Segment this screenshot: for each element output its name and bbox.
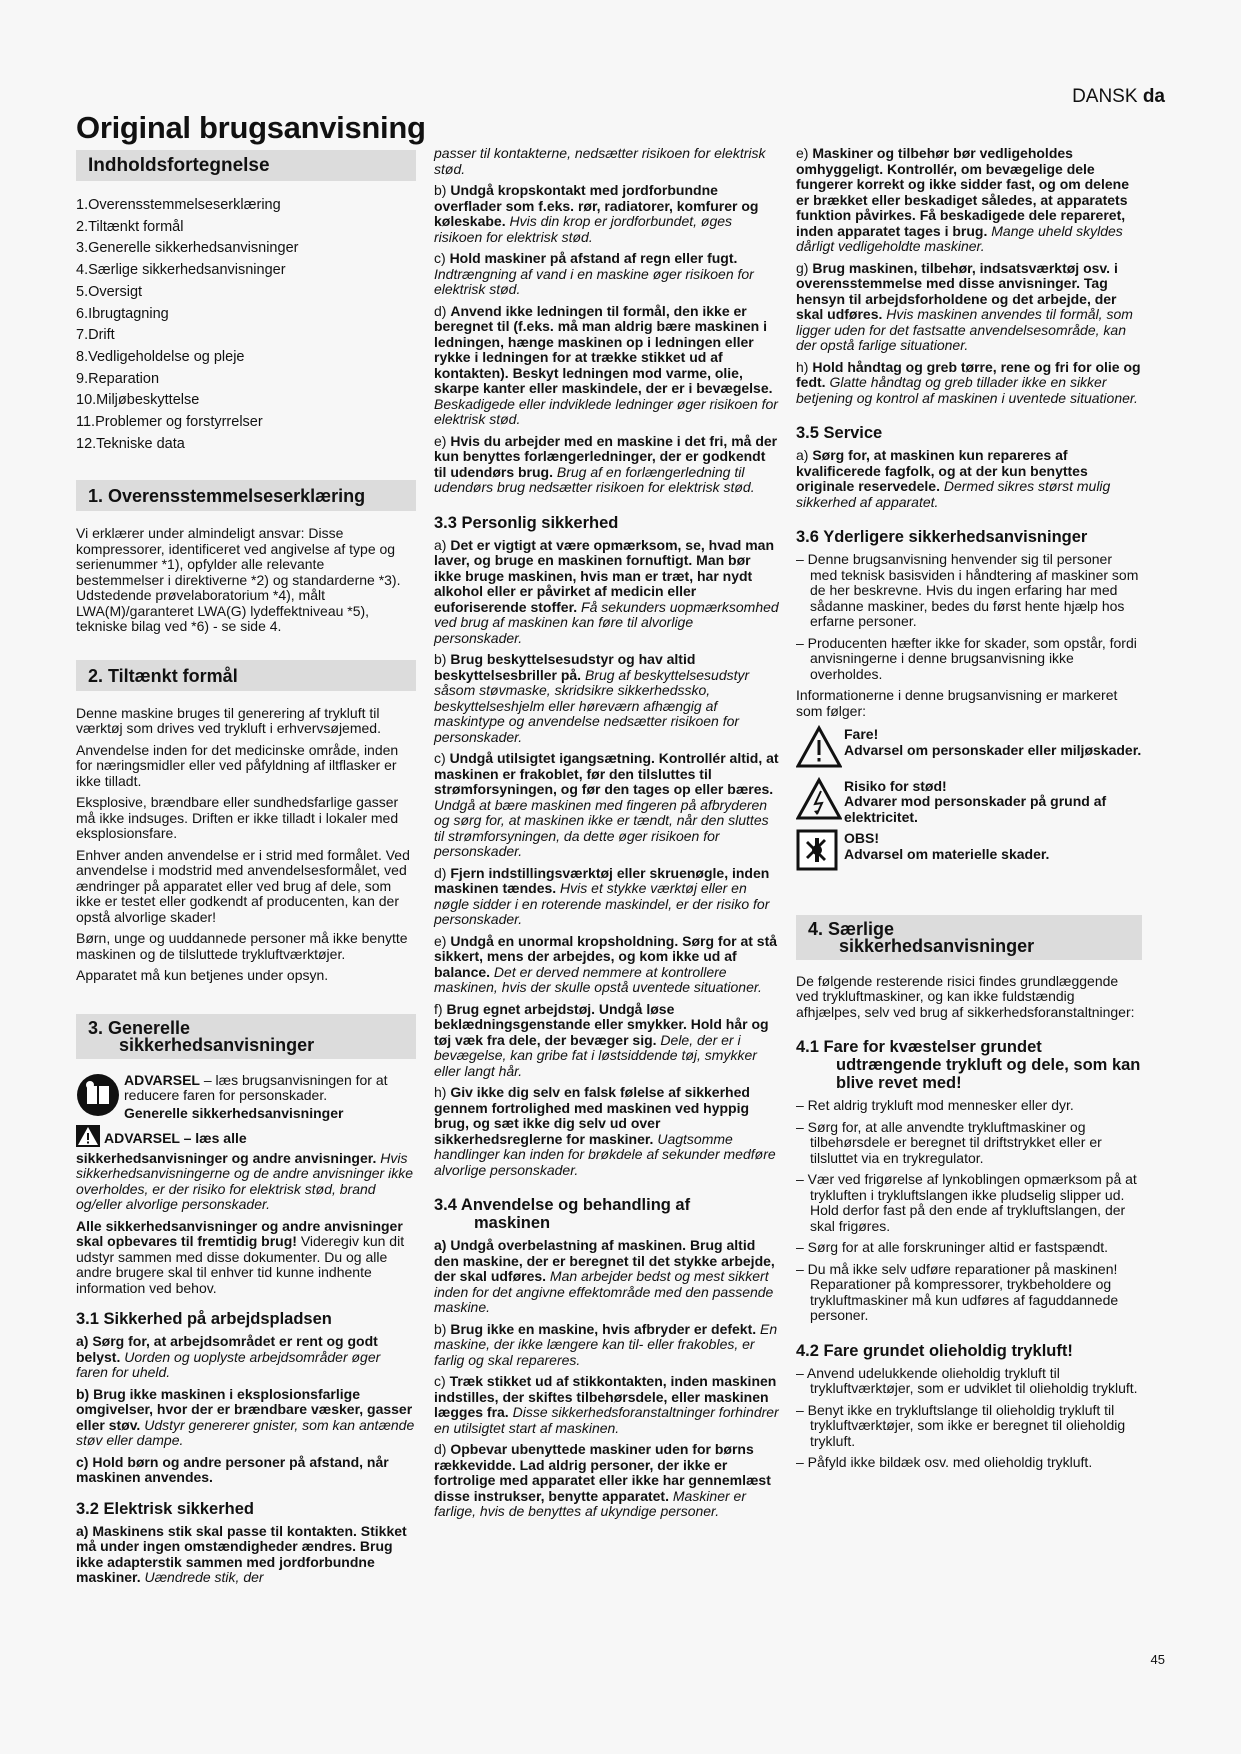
list-item: – Producenten hæfter ikke for skader, som opstår, fordi anvisningerne i denne brugsanvisning ikke overholdes. — [796, 634, 1137, 682]
section-1-text: Vi erklærer under almindeligt ansvar: Disse kompressorer, identificeret ved angivelse af type og serienummer *1), opfylder alle relevante bestemmelser i direktiverne *2) og standarderne *3). Udstedende prøvelaboratorium *4), målt LWA(M)/garanteret LWA(G) lydeffektniveau *5), tekniske bilag ved *6) - se side 4. — [76, 525, 401, 635]
paragraph — [76, 1387, 416, 1449]
paragraph: c) Træk stikket ud af stikkontakten, inden maskinen indstilles, der skiftes tilbehørsdele, eller maskinen lægges fra. Disse sikkerhedsforanstaltninger forhindrer en utilsigtet start af maskinen. — [434, 1373, 779, 1436]
section-3-5-heading: 3.5 Service — [796, 424, 883, 442]
paragraph: c) Hold maskiner på afstand af regn eller fugt. Indtrængning af vand i en maskine øger risikoen for elektrisk stød. — [434, 250, 754, 297]
bold-text: Træk stikket ud af stikkontakten, inden maskinen indstilles, der skiftes tilbehørsdele, eller maskinen lægges fra. — [434, 1373, 777, 1420]
paragraph: b) Undgå kropskontakt med jordforbundne overflader som f.eks. rør, radiatorer, komfurer og køleskabe. Hvis din krop er jordforbundet, øges risikoen for elektrisk stød. — [434, 182, 759, 245]
bold-text: Maskiner og tilbehør bør vedligeholdes omhyggeligt. Kontrollér, om bevægelige dele fungerer korrekt og ikke sidder fast, og om delene er brækket eller beskadiget således, at apparatets funktion påvirkes. Få beskadigede dele repareret, inden apparatet tages i brug. — [796, 145, 1129, 239]
list-item: – Ret aldrig trykluft mod mennesker eller dyr. — [796, 1097, 1074, 1113]
section-4-1-heading — [796, 1038, 1142, 1092]
symbol-title: OBS! — [844, 830, 879, 846]
paragraph: b) Brug beskyttelsesudstyr og hav altid beskyttelsesbriller på. Brug af beskyttelsesudstyr såsom støvmaske, skridsikre sikkerhedssko, beskyttelseshjelm eller høreværn afhængig af maskintype og anvendelse nedsætter risikoen for personskader. — [434, 651, 750, 745]
italic-text: Man arbejder bedst og mest sikkert inden for det angivne effektområde med den passende maskine. — [434, 1268, 774, 1315]
paragraph: e) Undgå en unormal kropsholdning. Sørg for at stå sikkert, mens der arbejdes, og kom ikke ud af balance. Det er derved nemmere at kontrollere maskinen, hvis der skulle opstå uventede situationer. — [434, 932, 778, 995]
paragraph: h) Hold håndtag og greb tørre, rene og fri for olie og fedt. Glatte håndtag og greb tillader ikke en sikker betjening og kontrol af maskinen i uventede situationer. — [796, 358, 1141, 406]
page-number: 45 — [1150, 1652, 1165, 1667]
paragraph: Eksplosive, brændbare eller sundhedsfarlige gasser må ikke indsuges. Driften er ikke tilladt i lokaler med eksplosionsfare. — [76, 794, 399, 842]
italic-text: Udstyr genererer gnister, som kan antænde støv eller dampe. — [76, 1416, 415, 1449]
italic-text: Få sekunders uopmærksomhed ved brug af maskinen kan føre til alvorlige personskader. — [434, 598, 779, 646]
section-3-6-heading: 3.6 Yderligere sikkerhedsanvisninger — [796, 528, 1088, 546]
paragraph — [76, 1455, 416, 1486]
bold-text: Hold håndtag og greb tørre, rene og fri for olie og fedt. — [796, 358, 1141, 390]
italic-text: Maskiner er farlige, hvis de benyttes af ukyndige personer. — [434, 1487, 747, 1519]
list-item: – Benyt ikke en trykluftslange til olieholdig trykluft til trykluftværktøjer, som ikke er beregnet til olieholdig trykluft. — [796, 1401, 1126, 1449]
bold-text: Brug ikke en maskine, hvis afbryder er defekt. — [450, 1320, 757, 1337]
paragraph: De følgende resterende risici findes grundlæggende ved trykluftmaskiner, og kan ikke fuldstændig afhjælpes, selv ved brug af sikkerhedsforanstaltninger: — [796, 972, 1135, 1020]
section-3-1-heading: 3.1 Sikkerhed på arbejdspladsen — [76, 1310, 332, 1329]
paragraph: d) Anvend ikke ledningen til formål, den ikke er beregnet til (f.eks. må man aldrig bære maskinen i ledningen, hænge maskinen op i ledningen eller rykke i ledningen for at trække stikket ud af kontakten). Beskyt ledningen mod varme, olie, skarpe kanter eller maskindele, der er i bevægelse. Beskadigede eller indviklede ledninger øger risikoen for elektrisk stød. — [434, 302, 778, 427]
paragraph: h) Giv ikke dig selv en falsk følelse af sikkerhed gennem fortrolighed med maskinen ved hyppig brug, og sæt ikke dig selv ud over sikkerhedsreglerne for maskiner. Uagtsomme handlinger kan inden for brøkdele af sekunder medføre alvorlige personskader. — [434, 1084, 776, 1178]
symbol-title: Risiko for stød! — [844, 777, 947, 794]
paragraph — [76, 1334, 416, 1381]
bold-text: Opbevar ubenyttede maskiner uden for børns rækkevidde. Lad aldrig personer, der ikke er fortrolige med apparatet eller ikke har gennemlæst disse instrukser, benytte apparatet. — [434, 1441, 771, 1504]
list-item: – Sørg for, at alle anvendte trykluftmaskiner og tilbehørsdele er beregnet til driftstrykket eller er tilsluttet via en trykregulator. — [796, 1118, 1102, 1166]
paragraph: c) Undgå utilsigtet igangsætning. Kontrollér altid, at maskinen er frakoblet, før den tilsluttes til strømforsyningen, og før den tages op eller bæres. Undgå at bære maskinen med fingeren på afbryderen og sørg for, at maskinen ikke er tændt, når den sluttes til strømforsyningen, da dette øger risikoen for personskader. — [434, 750, 779, 859]
bold-text: a) Sørg for, at arbejdsområdet er rent og godt belyst. — [76, 1333, 378, 1365]
paragraph: a) Sørg for, at maskinen kun repareres af kvalificerede fagfolk, og at der kun benyttes originale reservedele. Dermed sikres størst mulig sikkerhed af apparatet. — [796, 447, 1111, 510]
italic-text: Brug af en forlængerledning til udendørs brug nedsætter risikoen for elektrisk stød. — [434, 463, 755, 495]
symbol-danger — [796, 725, 1142, 773]
read-manual-warning — [76, 1073, 416, 1122]
paragraph: a) Det er vigtigt at være opmærksom, se, hvad man laver, og bruge en maskinen fornuftigt. Man bør ikke bruge maskinen, hvis man er træt, har nydt alkohol eller er påvirket af medicin eller euforiserende stoffer. Få sekunders uopmærksomhed ved brug af maskinen kan føre til alvorlige personskader. — [434, 536, 779, 646]
section-3-2-heading: 3.2 Elektrisk sikkerhed — [76, 1499, 254, 1518]
bold-text: Anvend ikke ledningen til formål, den ikke er beregnet til (f.eks. må man aldrig bære maskinen i ledningen, hænge maskinen op i ledningen eller rykke i ledningen for at trække stikket ud af kontakten). Beskyt ledningen mod varme, olie, skarpe kanter eller maskindele, der er i bevægelse. — [434, 302, 773, 396]
table-of-contents — [76, 195, 416, 455]
toc-item: 2.Tiltænkt formål — [76, 218, 184, 235]
bold-text: a) Undgå overbelastning af maskinen. Brug altid den maskine, der er beregnet til det stykke arbejde, der skal udføres. — [434, 1237, 775, 1284]
bold-text: Hvis du arbejder med en maskine i det fri, må der kun benyttes forlængerledninger, der er godkendt til udendørs brug. — [434, 432, 778, 480]
bold-text: Undgå utilsigtet igangsætning. Kontrollér altid, at maskinen er frakoblet, før den tilsluttes til strømforsyningen, og før den tages op eller bæres. — [434, 750, 779, 797]
symbol-shock — [796, 777, 1142, 826]
toc-item: 5.Oversigt — [76, 283, 143, 300]
paragraph — [434, 146, 780, 177]
section-3-4-heading — [434, 1196, 780, 1232]
toc-item: 12.Tekniske data — [76, 435, 185, 452]
italic-text: Undgå at bære maskinen med fingeren på afbryderen og sørg for, at maskinen ikke er tændt, når den sluttes til strømforsyningen, da dette øger risikoen for personskader. — [434, 796, 769, 859]
toc-item: 7.Drift — [76, 327, 115, 344]
paragraph: g) Brug maskinen, tilbehør, indsatsværktøj osv. i overensstemmelse med disse anvisninger. Tag hensyn til arbejdsforholdene og det arbejde, der skal udføres. Hvis maskinen anvendes til formål, som ligger uden for det fastsatte anvendelsesområde, kan der opstå farlige situationer. — [796, 259, 1133, 353]
section-3-3-heading: 3.3 Personlig sikkerhed — [434, 513, 619, 532]
warning-text: Hvis sikkerhedsanvisningerne og de andre anvisninger ikke overholdes, er der risiko for elektrisk stød, brand og/eller alvorlige personskader. — [76, 1149, 413, 1213]
bold-text: c) Hold børn og andre personer på afstand, når maskinen anvendes. — [76, 1453, 389, 1486]
italic-text: passer til kontakterne, nedsætter risikoen for elektrisk stød. — [434, 145, 766, 177]
heading-line: udtrængende trykluft og dele, som kan blive revet med! — [836, 1056, 1141, 1092]
paragraph: d) Opbevar ubenyttede maskiner uden for børns rækkevidde. Lad aldrig personer, der ikke er fortrolige med apparatet eller ikke har gennemlæst disse instrukser, benytte apparatet. Maskiner er farlige, hvis de benyttes af ukyndige personer. — [434, 1441, 771, 1519]
section-2-heading: 2. Tiltænkt formål — [76, 660, 416, 691]
section-4-heading — [796, 915, 1142, 960]
toc-item: 6.Ibrugtagning — [76, 305, 169, 322]
paragraph: d) Fjern indstillingsværktøj eller skruenøgle, inden maskinen tændes. Hvis et stykke værktøj eller en nøgle sidder i en roterende maskindel, er der risiko for personskader. — [434, 864, 770, 927]
symbol-title: Fare! — [844, 726, 879, 742]
warning-label: ADVARSEL — [124, 1071, 200, 1088]
heading-line: 4. Særlige — [808, 918, 895, 939]
list-item: – Vær ved frigørelse af lynkoblingen opmærksom på at trykluften i trykluftslangen ikke pludselig slipper ud. Hold derfor fast på den ende af trykluftslangen, der skal frigøres. — [796, 1171, 1137, 1234]
toc-heading: Indholdsfortegnelse — [76, 150, 416, 181]
warning-triangle-icon — [76, 1125, 100, 1151]
warning-label: ADVARSEL – læs alle — [104, 1130, 247, 1147]
paragraph: Denne maskine bruges til generering af trykluft til værktøj som drives ved trykluft i erhvervsøjemed. — [76, 704, 381, 737]
warning-label: sikkerhedsanvisninger og andre anvisninger. — [76, 1149, 377, 1166]
column-1 — [76, 146, 416, 1592]
read-manual-icon — [76, 1073, 124, 1121]
heading-line: 4.1 Fare for kvæstelser grundet — [796, 1038, 1042, 1056]
symbol-text: Advarsel om materielle skader. — [844, 845, 1050, 862]
bold-text: Undgå en unormal kropsholdning. Sørg for at stå sikkert, mens der arbejdes, og kom ikke ud af balance. — [434, 932, 778, 980]
bold-text: Giv ikke dig selv en falsk følelse af sikkerhed gennem fortrolighed med maskinen ved hyppig brug, og sæt ikke dig selv ud over sikkerhedsreglerne for maskiner. — [434, 1084, 750, 1147]
paragraph: Apparatet må kun betjenes under opsyn. — [76, 967, 329, 984]
paragraph: e) Maskiner og tilbehør bør vedligeholdes omhyggeligt. Kontrollér, om bevægelige dele fungerer korrekt og ikke sidder fast, og om delene er brækket eller beskadiget således, at apparatets funktion påvirkes. Få beskadigede dele repareret, inden apparatet tages i brug. Mange uheld skyldes dårligt vedligeholdte maskiner. — [796, 145, 1129, 254]
italic-text: Dele, der er i bevægelse, kan gribe fat i løstsiddende tøj, smykker eller langt hår. — [434, 1031, 757, 1079]
paragraph — [76, 1524, 416, 1586]
paragraph: Informationerne i denne brugsanvisning er markeret som følger: — [796, 687, 1118, 719]
heading-line: 3. Generelle — [88, 1017, 191, 1038]
toc-item: 11.Problemer og forstyrrelser — [76, 414, 263, 431]
italic-text: Uorden og uoplyste arbejdsområder øger faren for uheld. — [76, 1348, 381, 1381]
italic-text: Dermed sikres størst mulig sikkerhed af apparatet. — [796, 478, 1111, 510]
bold-text: Undgå kropskontakt med jordforbundne overflader som f.eks. rør, radiatorer, komfurer og køleskabe. — [434, 182, 759, 229]
bold-text: a) Maskinens stik skal passe til kontakten. Stikket må under ingen omstændigheder ændres. Brug ikke adapterstik sammen med jordforbundne maskiner. — [76, 1522, 407, 1586]
language-label: DANSK da — [1072, 86, 1165, 107]
bold-text: Det er vigtigt at være opmærksom, se, hvad man laver, og bruge en maskinen fornuftigt. Man bør ikke bruge maskinen, hvis man er træt, har nydt alkohol eller er påvirket af medicin eller euforiserende stoffer. — [434, 536, 774, 615]
italic-text: Glatte håndtag og greb tillader ikke en sikker betjening og kontrol af maskinen i uventede situationer. — [796, 374, 1138, 406]
italic-text: Indtrængning af vand i en maskine øger risikoen for elektrisk stød. — [434, 265, 754, 297]
list-item: – Påfyld ikke bildæk osv. med olieholdig trykluft. — [796, 1454, 1093, 1470]
paragraph — [434, 1238, 780, 1316]
paragraph: Anvendelse inden for det medicinske område, inden for næringsmidler eller ved påfyldning af iltflasker er ikke tilladt. — [76, 741, 399, 789]
material-damage-icon — [796, 829, 844, 875]
italic-text: Disse sikkerhedsforanstaltninger forhindrer en utilsigtet start af maskinen. — [434, 1404, 779, 1436]
italic-text: Uændrede stik, der — [140, 1569, 264, 1586]
symbol-text: Advarer mod personskader på grund af elektricitet. — [844, 793, 1107, 825]
electric-shock-icon — [796, 777, 844, 825]
section-3-heading — [76, 1014, 416, 1059]
list-item: – Anvend udelukkende olieholdig trykluft til trykluftværktøjer, som er udviklet til olieholdig trykluft. — [796, 1364, 1138, 1396]
list-item: – Sørg for at alle forskruninger altid er fastspændt. — [796, 1239, 1109, 1255]
general-safety-heading: Generelle sikkerhedsanvisninger — [124, 1104, 344, 1121]
toc-item: 8.Vedligeholdelse og pleje — [76, 348, 245, 365]
heading-line: maskinen — [474, 1214, 551, 1232]
italic-text: Hvis et stykke værktøj eller en nøgle sidder i en roterende maskindel, er der risiko for personskader. — [434, 880, 770, 927]
italic-text: Hvis din krop er jordforbundet, øges risikoen for elektrisk stød. — [434, 213, 733, 245]
italic-text: Beskadigede eller indviklede ledninger øger risikoen for elektrisk stød. — [434, 395, 778, 427]
italic-text: Mange uheld skyldes dårligt vedligeholdte maskiner. — [796, 222, 1123, 254]
bold-text: Alle sikkerhedsanvisninger og andre anvisninger skal opbevares til fremtidig brug! — [76, 1217, 403, 1250]
heading-line: 3.4 Anvendelse og behandling af — [434, 1196, 691, 1214]
bold-text: Brug beskyttelsesudstyr og hav altid beskyttelsesbriller på. — [434, 651, 696, 683]
bold-text: Brug egnet arbejdstøj. Undgå løse beklædningsgenstande eller smykker. Hold hår og tøj væk fra dele, der bevæger sig. — [434, 1000, 769, 1048]
bold-text: Sørg for, at maskinen kun repareres af kvalificerede fagfolk, og at der kun benyttes originale reservedele. — [796, 447, 1088, 494]
symbol-material — [796, 829, 1142, 875]
list-item: – Du må ikke selv udføre reparationer på maskinen! Reparationer på kompressorer, trykbeholdere og trykluftmaskiner må kun udføres af faguddannede personer. — [796, 1260, 1119, 1323]
toc-item: 3.Generelle sikkerhedsanvisninger — [76, 240, 299, 257]
section-1-heading: 1. Overensstemmelseserklæring — [76, 480, 416, 511]
paragraph: b) Brug ikke en maskine, hvis afbryder er defekt. En maskine, der ikke længere kan til- eller frakobles, er farlig og skal repareres. — [434, 1320, 778, 1368]
heading-line: sikkerhedsanvisninger — [119, 1034, 315, 1055]
column-2 — [434, 146, 780, 1526]
text: Videregiv kun dit udstyr sammen med disse dokumenter. Du og alle andre brugere skal til enhver tid kunne indhente information ved behov. — [76, 1233, 405, 1296]
toc-item: 1.Overensstemmelseserklæring — [76, 197, 281, 213]
paragraph — [76, 1219, 416, 1297]
bold-text: Hold maskiner på afstand af regn eller fugt. — [449, 250, 738, 266]
heading-line: sikkerhedsanvisninger — [839, 935, 1035, 956]
general-warning — [76, 1125, 416, 1213]
italic-text: Brug af beskyttelsesudstyr såsom støvmaske, skridsikre sikkerhedssko, beskyttelseshjelm eller høreværn afhængig af maskintype og anvendelse nedsætter risikoen for personskader. — [434, 666, 750, 745]
page-title: Original brugsanvisning — [76, 110, 426, 145]
danger-triangle-icon — [796, 725, 844, 773]
warning-text: – læs brugsanvisningen for at reducere faren for personskader. — [124, 1071, 388, 1104]
paragraph: Enhver anden anvendelse er i strid med formålet. Ved anvendelse i modstrid med anvendelsesformålet, ved ændringer på apparatet eller ved brug af dele, som ikke er testet eller godkendt af producenten, kan der opstå alvorlige skader! — [76, 846, 410, 925]
italic-text: Uagtsomme handlinger kan inden for brøkdele af sekunder medføre alvorlige personskader. — [434, 1130, 776, 1178]
column-3 — [796, 146, 1142, 1477]
section-4-2-heading: 4.2 Fare grundet olieholdig trykluft! — [796, 1341, 1073, 1360]
paragraph: e) Hvis du arbejder med en maskine i det fri, må der kun benyttes forlængerledninger, der er godkendt til udendørs brug. Brug af en forlængerledning til udendørs brug nedsætter risikoen for elektrisk stød. — [434, 432, 778, 495]
bold-text: Brug maskinen, tilbehør, indsatsværktøj osv. i overensstemmelse med disse anvisninger. Tag hensyn til arbejdsforholdene og det arbejde, der skal udføres. — [796, 259, 1118, 322]
bold-text: Fjern indstillingsværktøj eller skruenøgle, inden maskinen tændes. — [434, 864, 770, 896]
paragraph: f) Brug egnet arbejdstøj. Undgå løse beklædningsgenstande eller smykker. Hold hår og tøj væk fra dele, der bevæger sig. Dele, der er i bevægelse, kan gribe fat i løstsiddende tøj, smykker eller langt hår. — [434, 1000, 769, 1079]
italic-text: Det er derved nemmere at kontrollere maskinen, hvis der skulle opstå uventede situationer. — [434, 963, 762, 995]
toc-item: 10.Miljøbeskyttelse — [76, 392, 200, 409]
paragraph: Børn, unge og uuddannede personer må ikke benytte maskinen og de tilsluttede trykluftværktøjer. — [76, 930, 408, 962]
toc-item: 4.Særlige sikkerhedsanvisninger — [76, 262, 286, 279]
italic-text: Hvis maskinen anvendes til formål, som ligger uden for det fastsatte anvendelsesområde, kan der opstå farlige situationer. — [796, 306, 1133, 353]
italic-text: En maskine, der ikke længere kan til- eller frakobles, er farlig og skal repareres. — [434, 1320, 778, 1368]
bold-text: b) Brug ikke maskinen i eksplosionsfarlige omgivelser, hvor der er brændbare væsker, gasser eller støv. — [76, 1385, 413, 1433]
toc-item: 9.Reparation — [76, 370, 160, 387]
symbol-text: Advarsel om personskader eller miljøskader. — [844, 741, 1142, 758]
list-item: – Denne brugsanvisning henvender sig til personer med teknisk basisviden i håndtering af maskiner som de her beskrevne. Hvis du ingen erfaring har med sådanne maskiner, bedes du først hente hjælp hos erfarne personer. — [796, 551, 1139, 629]
